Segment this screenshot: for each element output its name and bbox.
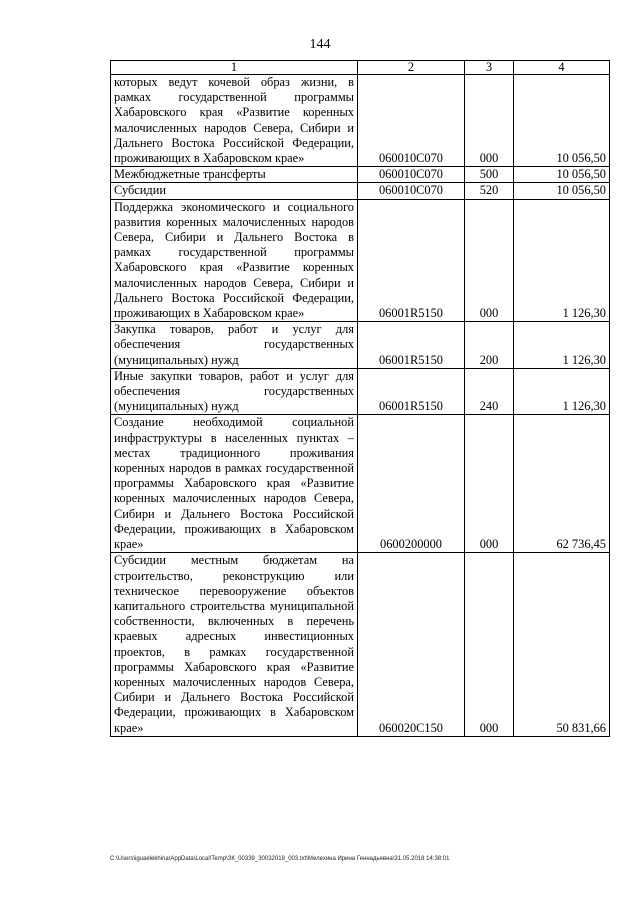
row-target-code: 060010C070 [358,183,465,199]
row-description: Субсидии местным бюджетам на строительство, реконструкцию или техническое перевооружение объектов капитального строительства муниципальной собственности, включенных в перечень краевых адресных инвестиционных проектов, в рамках государственной программы Хабаровского края «Развитие коренных малочисленных народов Севера, Сибири и Дальнего Востока Российской Федерации, проживающих в Хабаровском крае» [111,553,358,736]
table-row [111,183,610,199]
row-amount: 1 126,30 [514,199,610,322]
row-amount: 10 056,50 [514,75,610,167]
row-amount: 10 056,50 [514,183,610,199]
header-col-2: 2 [358,61,465,75]
row-expense-type: 500 [465,167,514,183]
row-description: Поддержка экономического и социального развития коренных малочисленных народов Севера, Сибири и Дальнего Востока в рамках государственной программы Хабаровского края «Развитие коренных малочисленных народов Севера, Сибири и Дальнего Востока Российской Федерации, проживающих в Хабаровском крае» [111,199,358,322]
header-col-4: 4 [514,61,610,75]
row-amount: 62 736,45 [514,415,610,553]
row-amount: 1 126,30 [514,322,610,369]
budget-table [110,60,610,737]
row-amount: 1 126,30 [514,368,610,415]
row-expense-type: 000 [465,415,514,553]
row-expense-type: 240 [465,368,514,415]
row-amount: 50 831,66 [514,553,610,736]
page-number: 144 [309,37,331,52]
row-description: Иные закупки товаров, работ и услуг для обеспечения государственных (муниципальных) нужд [111,368,358,415]
row-description: Субсидии [111,183,358,199]
row-target-code: 06001R5150 [358,368,465,415]
header-col-3: 3 [465,61,514,75]
table-row [111,322,610,369]
row-description: Межбюджетные трансферты [111,167,358,183]
file-path-footer: C:\Users\iguaelekhina\AppData\Local\Temp\ЗК_00339_30032018_003.txt\Мелехина Ирина Геннадьевна\31.05.2018 14:38:01 [110,856,450,862]
table-row [111,553,610,736]
row-description: Создание необходимой социальной инфраструктуры в населенных пунктах – местах традиционного проживания коренных народов в рамках государственной программы Хабаровского края «Развитие коренных малочисленных народов Севера, Сибири и Дальнего Востока Российской Федерации, проживающих в Хабаровском крае» [111,415,358,553]
row-amount: 10 056,50 [514,167,610,183]
row-description: которых ведут кочевой образ жизни, в рамках государственной программы Хабаровского края «Развитие коренных малочисленных народов Севера, Сибири и Дальнего Востока Российской Федерации, проживающих в Хабаровском крае» [111,75,358,167]
row-expense-type: 520 [465,183,514,199]
table-header-row [111,61,610,75]
table-row [111,368,610,415]
row-target-code: 06001R5150 [358,322,465,369]
table-row [111,167,610,183]
row-target-code: 060010C070 [358,167,465,183]
row-expense-type: 000 [465,199,514,322]
header-col-1: 1 [111,61,358,75]
row-expense-type: 000 [465,75,514,167]
row-target-code: 06001R5150 [358,199,465,322]
table-row [111,75,610,167]
row-target-code: 060020C150 [358,553,465,736]
row-expense-type: 200 [465,322,514,369]
row-target-code: 060010C070 [358,75,465,167]
table-row [111,199,610,322]
row-description: Закупка товаров, работ и услуг для обеспечения государственных (муниципальных) нужд [111,322,358,369]
table-row [111,415,610,553]
row-target-code: 0600200000 [358,415,465,553]
row-expense-type: 000 [465,553,514,736]
